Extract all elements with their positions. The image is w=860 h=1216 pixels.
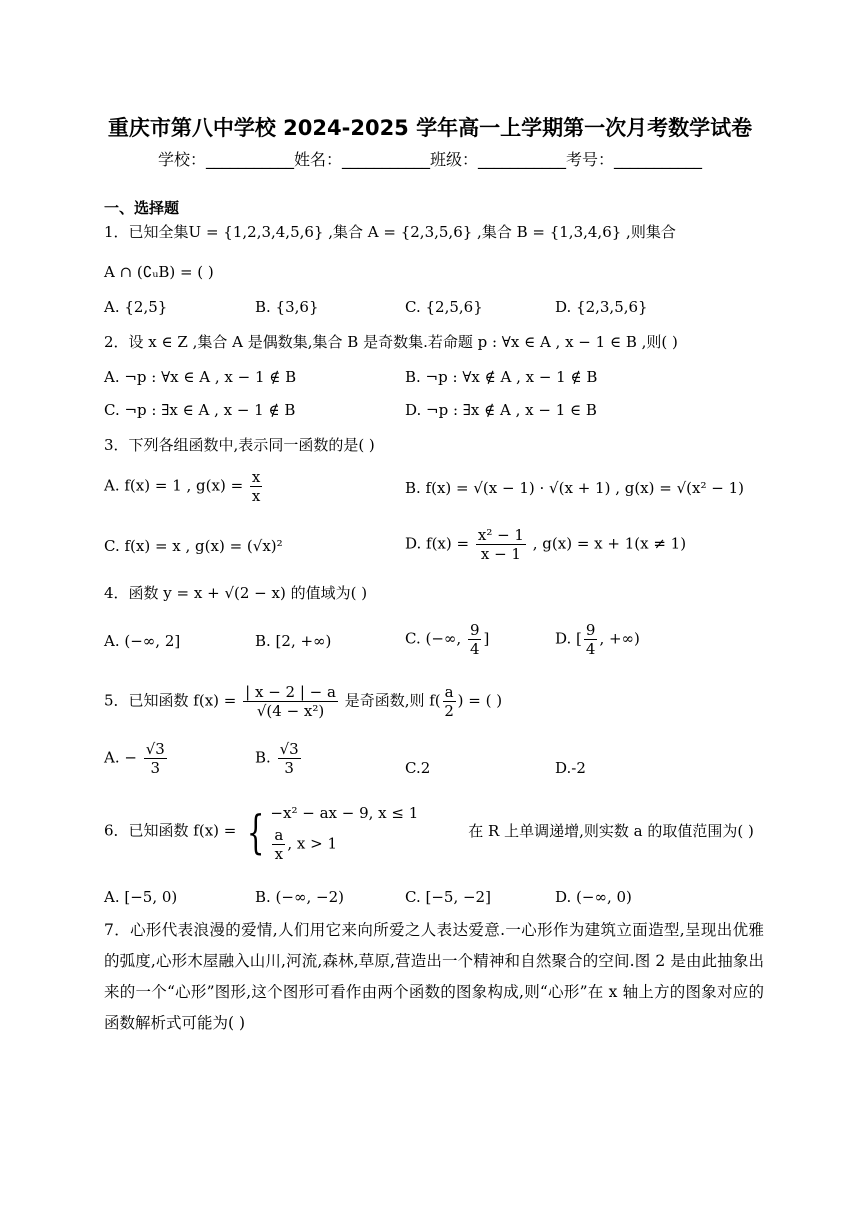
question-5-option-a: A. − $\frac{√3}{3}$ — [104, 740, 165, 777]
exam-number-label: 考号： — [566, 150, 615, 169]
school-blank: ___________ — [205, 150, 294, 169]
question-1-option-b: B. {3,6} — [255, 298, 319, 316]
school-label: 学校： — [157, 150, 206, 169]
fraction: $\frac{a}{x}$ — [274, 826, 284, 863]
question-4-option-a: A. (−∞, 2] — [104, 632, 181, 650]
question-3-option-d: D. f(x) = $\frac{\text{x² − 1}}{x - 1}$ , g(x) = x + 1(x ≠ 1) — [405, 526, 687, 563]
question-4-stem: 4．函数 y = x + √(2 − x) 的值域为( ) — [104, 584, 368, 602]
question-1-option-c: C. {2,5,6} — [405, 298, 483, 316]
question-6-stem: 6．已知函数 f(x) = { −x² − ax − 9, x ≤ 1 $\frac{a}{x}$ , x > 1 在 R 上单调递增,则实数 a 的取值范围为( ) — [104, 800, 754, 863]
question-2-option-c: C. ¬p : ∃x ∈ A , x − 1 ∉ B — [104, 401, 296, 419]
question-4-option-c: C. (−∞, $\frac{9}{4}$ ] — [405, 621, 490, 658]
fraction: $\frac{9}{4}$ — [469, 621, 480, 658]
left-brace: { — [246, 804, 265, 859]
question-1-option-a: A. {2,5} — [104, 298, 168, 316]
fraction: $\frac{√3}{3}$ — [279, 740, 299, 777]
fraction: $\frac{9}{4}$ — [585, 621, 596, 658]
question-1-stem-cont: A ∩ (∁ᵤB) = ( ) — [104, 263, 214, 281]
fraction: $\frac{a}{2}$ — [444, 683, 454, 720]
piecewise-cases: −x² − ax − 9, x ≤ 1 $\frac{a}{x}$ , x > 1 — [270, 804, 419, 863]
question-1-option-d: D. {2,3,5,6} — [555, 298, 648, 316]
question-7-stem: 7．心形代表浪漫的爱情,人们用它来向所爱之人表达爱意.一心形作为建筑立面造型,呈现出优雅的弧度,心形木屋融入山川,河流,森林,草原,营造出一个精神和自然聚合的空间.图 2 是由此抽象出来的一个“心形”图形,这个图形可看作由两个函数的图象构成,则“心形”在 x 轴上方的图象对应的函数解析式可能为( ) — [104, 921, 764, 1032]
question-3-stem: 3．下列各组函数中,表示同一函数的是( ) — [104, 436, 375, 454]
question-2-option-d: D. ¬p : ∃x ∉ A , x − 1 ∈ B — [405, 401, 597, 419]
question-2-option-b: B. ¬p : ∀x ∉ A , x − 1 ∉ B — [405, 368, 598, 386]
question-5-stem: 5．已知函数 f(x) = $\frac{| x - 2 | - a}{\text{√(4 − x²)}}$ 是奇函数,则 f( $\frac{a}{2}$ ) = ( ) — [104, 683, 503, 720]
question-4-option-b: B. [2, +∞) — [255, 632, 332, 650]
question-5-option-b: B. $\frac{√3}{3}$ — [255, 740, 299, 777]
fraction: $\frac{x}{x}$ — [251, 468, 261, 505]
question-2-option-a: A. ¬p : ∀x ∈ A , x − 1 ∉ B — [104, 368, 297, 386]
name-label: 姓名： — [293, 150, 342, 169]
fraction: $\frac{\text{x² − 1}}{x - 1}$ — [477, 526, 524, 563]
fraction: $\frac{| x - 2 | - a}{\text{√(4 − x²)}}$ — [245, 683, 336, 720]
section-heading: 一、选择题 — [104, 199, 180, 217]
question-6-option-c: C. [−5, −2] — [405, 888, 491, 906]
question-5-option-c: C.2 — [405, 759, 431, 777]
fraction: $\frac{√3}{3}$ — [145, 740, 165, 777]
question-3-option-b: B. f(x) = √(x − 1) · √(x + 1) , g(x) = √(x² − 1) — [405, 479, 744, 497]
exam-title: 重庆市第八中学校 2024-2025 学年高一上学期第一次月考数学试卷 — [107, 116, 753, 140]
question-1-stem: 1．已知全集U = {1,2,3,4,5,6} ,集合 A = {2,3,5,6} ,集合 B = {1,3,4,6} ,则集合 — [104, 223, 676, 241]
class-label: 班级： — [430, 150, 479, 169]
question-6-option-b: B. (−∞, −2) — [255, 888, 344, 906]
exam-number-blank: ___________ — [614, 150, 703, 169]
class-blank: ___________ — [478, 150, 567, 169]
question-2-stem: 2．设 x ∈ Z ,集合 A 是偶数集,集合 B 是奇数集.若命题 p : ∀x ∈ A , x − 1 ∈ B ,则( ) — [104, 333, 678, 351]
question-5-option-d: D.-2 — [555, 759, 586, 777]
student-info-line — [0, 147, 860, 170]
question-3-option-a: A. f(x) = 1 , g(x) = $\frac{x}{x}$ — [104, 468, 261, 505]
name-blank: ___________ — [342, 150, 430, 169]
question-6-option-d: D. (−∞, 0) — [555, 888, 632, 906]
question-4-option-d: D. [ $\frac{9}{4}$ , +∞) — [555, 621, 640, 658]
question-6-option-a: A. [−5, 0) — [104, 888, 178, 906]
question-3-option-c: C. f(x) = x , g(x) = (√x)² — [104, 537, 283, 555]
